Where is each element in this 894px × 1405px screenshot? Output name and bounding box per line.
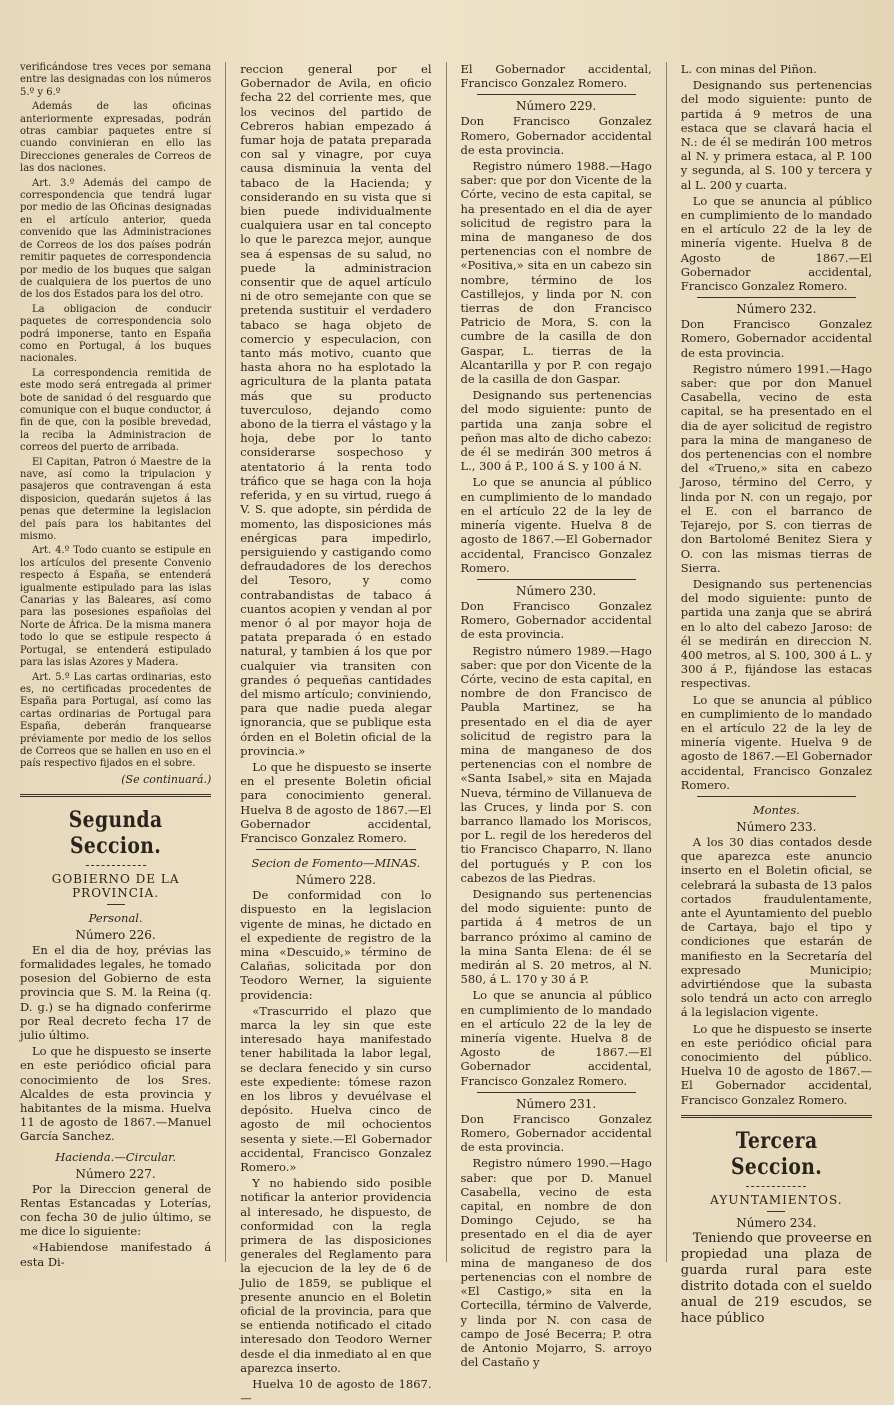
column-divider (446, 62, 447, 1262)
item-number: Número 229. (516, 99, 597, 114)
paragraph: Lo que se anuncia al público en cumplimiento de lo mandado en el artículo 22 de la ley de minería vigente. Huelva 8 de Agosto de 1867.—El Gobernador accidental, Francisco Gonzalez Romero. (460, 988, 652, 1088)
divider (697, 297, 856, 298)
paragraph: Lo que he dispuesto se inserte en el presente Boletin oficial para conocimiento general. Huelva 8 de agosto de 1867.—El Gobernador accidental, Francisco Gonzalez Romero. (240, 759, 432, 845)
column-1 (20, 62, 211, 1277)
section-subtitle: GOBIERNO DE LA PROVINCIA. (51, 871, 180, 900)
divider (697, 796, 856, 797)
paragraph: Lo que se anuncia al público en cumplimiento de lo mandado en el artículo 22 de la ley de minería vigente. Huelva 8 de agosto de 1867.—El Gobernador accidental, Francisco Gonzalez Romero. (460, 475, 652, 575)
column-3 (460, 62, 652, 1370)
paragraph: A los 30 dias contados desde que aparezca este anuncio inserto en el Boletin oficial, se celebrará la subasta de 13 palos cortados fraudulentamente, ante el Ayuntamiento del pueblo de Cartaya, bajo el tipo y condiciones que estarán de manifiesto en la Secretaría del expresado Municipio; advirtiéndose que la subasta solo tendrá un acto con arreglo á la legislacion vigente. (680, 834, 872, 1020)
item-number: Número 227. (75, 1166, 156, 1181)
paragraph: De conformidad con lo dispuesto en la legislacion vigente de minas, he dictado en el expediente de registro de la mina «Descuido,» término de Calañas, solicitada por don Teodoro Werner, la siguiente providencia: (240, 888, 432, 1002)
divider (681, 1115, 872, 1118)
paragraph: El Gobernador accidental, Francisco Gonzalez Romero. (460, 62, 652, 91)
column-divider (666, 62, 667, 1262)
divider (767, 1211, 785, 1212)
divider (477, 579, 636, 580)
paragraph: Huelva 10 de agosto de 1867.— (240, 1377, 432, 1405)
heading-paragraph: Don Francisco Gonzalez Romero, Gobernador accidental de esta provincia. (460, 598, 652, 642)
paragraph: Lo que he dispuesto se inserte en este periódico oficial para conocimiento del público. Huelva 10 de agosto de 1867.—El Gobernador accidental, Francisco Gonzalez Romero. (680, 1021, 872, 1107)
subheading: Montes. (752, 802, 800, 817)
item-number: Número 233. (736, 819, 817, 834)
paragraph: Designando sus pertenencias del modo siguiente: punto de partida á 4 metros de un barranco próximo al camino de la mina Santa Elena: de él se medirán al S. 20 metros, al N. 580, á L. 170 y 30 á P. (460, 886, 652, 987)
section-subtitle: AYUNTAMIENTOS. (710, 1192, 843, 1207)
item-number: Número 234. (736, 1215, 817, 1230)
paragraph: Registro número 1990.—Hago saber: que por D. Manuel Casabella, vecino de esta capital, en nombre de don Domingo Cejudo, se ha presentado en el dia de ayer solicitud de registro para la mina de manganeso de dos pertenencias con el nombre de «El Castigo,» sita en la Cortecilla, término de Valverde, y linda por N. con casa de campo de José Becerra; P. otra de Antonio Mojarro, S. arroyo del Castaño y (460, 1156, 652, 1370)
paragraph: «Habiendose manifestado á esta Di- (20, 1240, 212, 1269)
paragraph: Designando sus pertenencias del modo siguiente: punto de partida una zanja sobre el peñon mas alto de dicho cabezo: de él se medirán 300 metros á L., 300 á P., 100 á S. y 100 á N. (460, 388, 652, 474)
heading-paragraph: Don Francisco Gonzalez Romero, Gobernador accidental de esta provincia. (460, 114, 652, 157)
continued-note: (Se continuará.) (121, 772, 212, 786)
paragraph: Art. 3.º Además del campo de correspondencia que tendrá lugar por medio de las Oficinas designadas en el artículo anterior, queda convenido que las Administraciones de Correos de los dos países podrán remitir paquetes de correspondencia por medio de los buques que salgan de cualquiera de los puertos de uno de los dos Estados para los del otro. (20, 177, 212, 301)
paragraph: La correspondencia remitida de este modo será entregada al primer bote de sanidad ó del resguardo que comunique con el buque conductor, á fin de que, con la posible brevedad, la reciba la Administracion de correos del puerto de arribada. (20, 367, 212, 454)
paragraph: Lo que se anuncia al público en cumplimiento de lo mandado en el artículo 22 de la ley de minería vigente. Huelva 8 de Agosto de 1867.—El Gobernador accidental, Francisco Gonzalez Romero. (680, 193, 872, 294)
item-number: Número 232. (736, 302, 817, 317)
paragraph: El Capitan, Patron ó Maestre de la nave, así como la tripulacion y pasajeros que contravengan á esta disposicion, quedarán sujetos á las penas que determine la legislacion del país para los habitantes del mismo. (20, 456, 212, 543)
section-title: Tercera Seccion. (730, 1127, 823, 1180)
paragraph: Teniendo que proveerse en propiedad una plaza de guarda rural para este distrito dotada con el sueldo anual de 219 escudos, se hace público (680, 1230, 872, 1326)
paragraph: Por la Direccion general de Rentas Estancadas y Loterías, con fecha 30 de julio último, se me dice lo siguiente: (20, 1181, 212, 1239)
paragraph: Registro número 1989.—Hago saber: que por don Vicente de la Córte, vecino de esta capital, en nombre de don Francisco de Paubla Martinez, se ha presentado en el dia de ayer solicitud de registro para la mina de manganeso de dos pertenencias con el nombre de «Santa Isabel,» sita en Majada Nueva, término de Villanueva de las Cruces, y linda por S. con barranco llamado los Moriscos, por L. regil de los herederos del tio Francisco Chaparro, N. llano del portugués y P. con los cabezos de las Piedras. (460, 643, 652, 885)
heading-paragraph: Don Francisco Gonzalez Romero, Gobernador accidental de esta provincia. (680, 317, 872, 360)
paragraph: Registro número 1991.—Hago saber: que por don Manuel Casabella, vecino de esta capital, se ha presentado en el dia de ayer solicitud de registro para la mina de manganeso de dos pertenencias con el nombre del «Trueno,» sita en cabezo Jaroso, término del Cerro, y linda por N. con un regajo, por el E. con el barranco de Tejarejo, por S. con tierras de don Bartolomé Benitez Siera y O. con las mismas tierras de Sierra. (680, 361, 872, 575)
column-4 (680, 62, 872, 1326)
divider (746, 1186, 806, 1187)
paragraph: La obligacion de conducir paquetes de correspondencia solo podrá imponerse, tanto en España como en Portugal, á los buques nacionales. (20, 303, 212, 365)
paragraph: Además de las oficinas anteriormente expresadas, podrán otras cambiar paquetes entre sí cuando convinieran en ello las Direcciones generales de Correos de las dos naciones. (20, 101, 212, 175)
item-number: Número 230. (516, 583, 597, 598)
divider (256, 849, 415, 850)
paragraph: Designando sus pertenencias del modo siguiente: punto de partida una zanja que se abrirá en lo alto del cabezo Jaroso: de él se medirán en direccion N. 400 metros, al S. 100, 300 á L. y 300 á P., fijándose las estacas respectivas. (680, 576, 872, 691)
paragraph: Registro número 1988.—Hago saber: que por don Vicente de la Córte, vecino de esta capital, se ha presentado en el dia de ayer solicitud de registro para la mina de manganeso de dos pertenencias con el nombre de «Positiva,» sita en un cabezo sin nombre, término de los Castillejos, y linda por N. con tierras de don Francisco Patricio de Mora, S. con la cumbre de la casilla de don Gaspar, L. tierras de la Alcantarilla y por P. con regajo de la casilla de don Gaspar. (460, 159, 652, 387)
divider (477, 94, 636, 95)
column-2 (240, 62, 432, 1405)
paragraph: Designando sus pertenencias del modo siguiente: punto de partida á 9 metros de una estaca que se clavará hacia el N.: de él se medirán 100 metros al N. y primera estaca, al P. 100 y segunda, al S. 100 y tercera y al L. 200 y cuarta. (680, 78, 872, 192)
paragraph: Art. 5.º Las cartas ordinarias, esto es, no certificadas procedentes de España para Portugal, así como las cartas ordinarias de Portugal para España, deberán franquearse préviamente por medio de los sellos de Correos que se hallen en uso en el país respectivo fijados en el sobre. (20, 671, 212, 770)
divider (20, 794, 211, 797)
divider (86, 865, 146, 866)
subheading: Secion de Fomento—MINAS. (251, 856, 421, 871)
divider (107, 904, 125, 905)
paragraph: «Trascurrido el plazo que marca la ley sin que este interesado haya manifestado tener habilitada la labor legal, se declara fenecido y sin curso este expediente: tómese razon en los libros y devuélvase el depósito. Huelva cinco de agosto de mil ochocientos sesenta y siete.—El Gobernador accidental, Francisco Gonzalez Romero.» (240, 1003, 432, 1175)
subheading: Personal. (88, 910, 143, 925)
subheading: Hacienda.—Circular. (55, 1149, 177, 1164)
paragraph: verificándose tres veces por semana entre las designadas con los números 5.º y 6.º (20, 62, 212, 98)
paragraph: reccion general por el Gobernador de Avila, en oficio fecha 22 del corriente mes, que los vecinos del partido de Cebreros habian empezado á fumar hoja de patata preparada con sal y vinagre, por cuya causa disminuia la venta del tabaco de la Hacienda; y considerando en su vista que si bien puede individualmente cualquiera usar en tal concepto lo que le parezca mejor, aunque sea á espensas de su salud, no puede la administracion consentir que de aquel artículo ni de otro semejante con que se pretenda sustituir el verdadero tabaco se haga objeto de comercio y especulacion, con tanto más motivo, cuanto que hasta ahora no ha esplotado la agricultura de la planta patata más que su producto tuverculoso, dejando como abono de la tierra el vástago y la hoja, debe por lo tanto considerarse sospechoso y atentatorio á la renta todo tráfico que se haga con la hoja referida, y en su virtud, ruego á V. S. que adopte, sin pérdida de momento, las disposiciones más enérgicas para impedirlo, persiguiendo y castigando como defraudadores de los derechos del Tesoro, y como contrabandistas de tabaco á cuantos acopien y vendan al por menor ó al por mayor hoja de patata preparada ó en estado natural, y tambien á los que por cualquier via transiten con grandes ó pequeñas cantidades del mismo artículo; conviniendo, para que nadie pueda alegar ignorancia, que se publique esta órden en el Boletin oficial de la provincia.» (240, 62, 432, 758)
section-title: Segunda Seccion. (68, 806, 163, 859)
paragraph: Lo que he dispuesto se inserte en este periódico oficial para conocimiento de los Sres. Alcaldes de esta provincia y habitantes de la misma. Huelva 11 de agosto de 1867.—Manuel García Sanchez. (20, 1044, 212, 1144)
paragraph: En el dia de hoy, prévias las formalidades legales, he tomado posesion del Gobierno de esta provincia que S. M. la Reina (q. D. g.) se ha dignado conferirme por Real decreto fecha 17 de julio último. (20, 942, 212, 1042)
paragraph: Y no habiendo sido posible notificar la anterior providencia al interesado, he dispuesto, de conformidad con la regla primera de las disposiciones generales del Reglamento para la ejecucion de la ley de 6 de Julio de 1859, se publique el presente anuncio en el Boletin oficial de la provincia, para que se entienda notificado el citado interesado don Teodoro Werner desde el dia inmediato al en que aparezca inserto. (240, 1176, 432, 1375)
item-number: Número 228. (295, 873, 376, 888)
column-divider (225, 62, 226, 1262)
paragraph: Art. 4.º Todo cuanto se estipule en los artículos del presente Convenio respecto á España, se entenderá igualmente estipulado para las islas Canarias y las Baleares, así como para las posesiones españolas del Norte de África. De la misma manera todo lo que se estipule respecto á Portugal, se entenderá estipulado para las islas Azores y Madera. (20, 545, 212, 669)
item-number: Número 226. (75, 927, 156, 942)
divider (477, 1092, 636, 1093)
heading-paragraph: Don Francisco Gonzalez Romero, Gobernador accidental de esta provincia. (460, 1111, 652, 1155)
paragraph: Lo que se anuncia al público en cumplimiento de lo mandado en el artículo 22 de la ley de minería vigente. Huelva 9 de agosto de 1867.—El Gobernador accidental, Francisco Gonzalez Romero. (680, 692, 872, 792)
paragraph: L. con minas del Piñon. (680, 62, 817, 76)
item-number: Número 231. (516, 1096, 597, 1111)
